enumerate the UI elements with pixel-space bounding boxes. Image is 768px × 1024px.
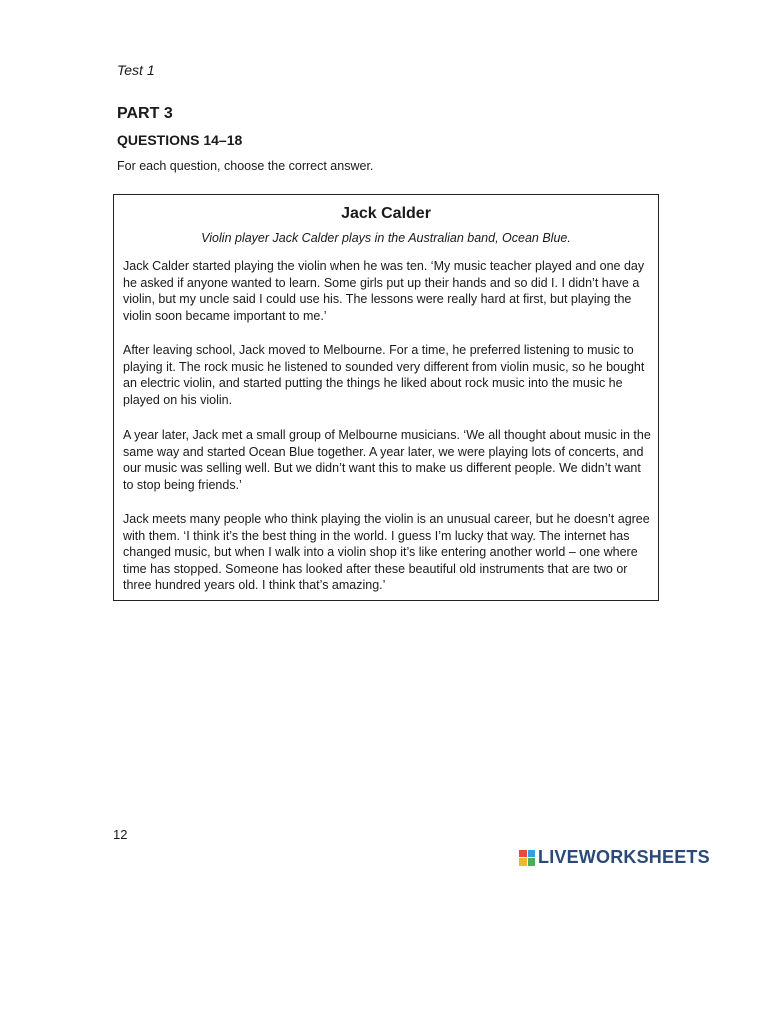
instructions-text: For each question, choose the correct answer. bbox=[117, 159, 374, 173]
article-paragraph-1: Jack Calder started playing the violin when he was ten. ‘My music teacher played and one day he asked if anyone wanted to learn. Some girls put up their hands and so did I. I didn’t have a violin, but my uncle said I could use his. The lessons were really hard at first, but playing the violin soon became important to me.’ bbox=[123, 259, 645, 323]
brand-name: LIVEWORKSHEETS bbox=[538, 847, 710, 867]
liveworksheets-logo-icon bbox=[519, 850, 535, 866]
test-label: Test 1 bbox=[117, 62, 155, 78]
page-number: 12 bbox=[113, 827, 128, 842]
questions-title: QUESTIONS 14–18 bbox=[117, 132, 243, 148]
liveworksheets-brand bbox=[519, 847, 710, 868]
article-paragraph-2: After leaving school, Jack moved to Melbourne. For a time, he preferred listening to music to playing it. The rock music he listened to sounded very different from violin music, so he bought an electric violin, and started putting the things he liked about rock music into the music he played on his violin. bbox=[123, 343, 645, 407]
article-paragraph-4: Jack meets many people who think playing the violin is an unusual career, but he doesn’t agree with them. ‘I think it’s the best thing in the world. I guess I’m lucky that way. The internet has changed music, but when I walk into a violin shop it’s like entering another world – one where time has stopped. Someone has looked after these beautiful old instruments that are two or three hundred years old. I think that’s amazing.’ bbox=[123, 512, 650, 592]
article-subtitle: Violin player Jack Calder plays in the Australian band, Ocean Blue. bbox=[201, 231, 571, 245]
part-title: PART 3 bbox=[117, 105, 173, 122]
article-box bbox=[113, 194, 659, 601]
article-paragraph-3: A year later, Jack met a small group of Melbourne musicians. ‘We all thought about music in the same way and started Ocean Blue together. A year later, we were playing lots of concerts, and our music was selling well. But we didn’t want this to make us different people. We didn’t want to stop being friends.’ bbox=[123, 428, 651, 492]
article-title: Jack Calder bbox=[341, 205, 431, 222]
